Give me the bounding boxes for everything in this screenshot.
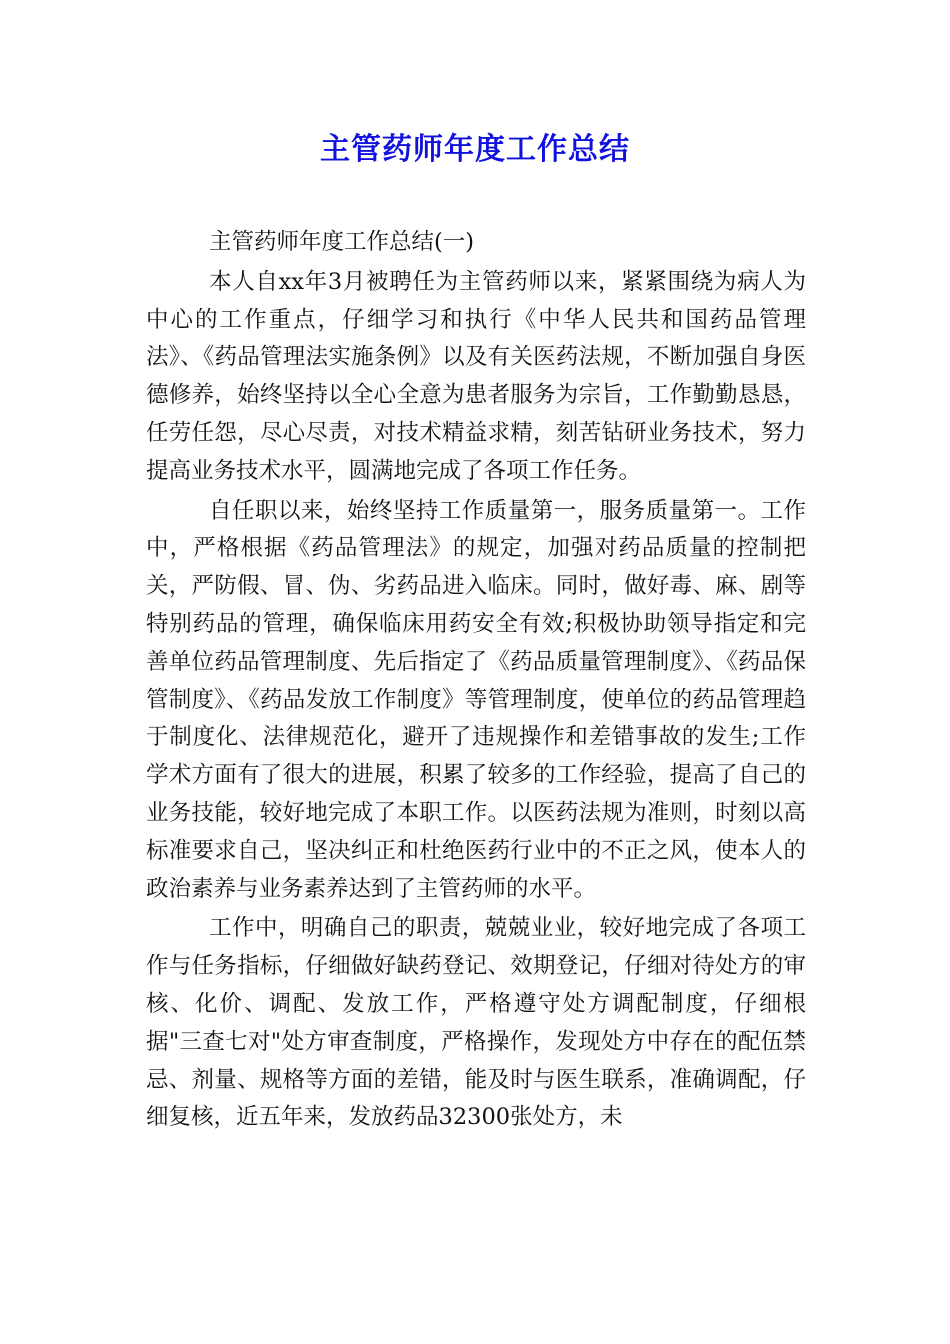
document-title: 主管药师年度工作总结 bbox=[320, 132, 630, 167]
paragraph: 自任职以来，始终坚持工作质量第一，服务质量第一。工作中，严格根据《药品管理法》的规定，加强对药品质量的控制把关，严防假、冒、伪、劣药品进入临床。同时，做好毒、麻、剧等特别药品的管理，确保临床用药安全有效;积极协助领导指定和完善单位药品管理制度、先后指定了《药品质量管理制度》、《药品保管制度》、《药品发放工作制度》等管理制度，使单位的药品管理趋于制度化、法律规范化，避开了违规操作和差错事故的发生;工作学术方面有了很大的进展，积累了较多的工作经验，提高了自己的业务技能，较好地完成了本职工作。以医药法规为准则，时刻以高标准要求自己，坚决纠正和杜绝医药行业中的不正之风，使本人的政治素养与业务素养达到了主管药师的水平。 bbox=[146, 497, 806, 902]
paragraph: 本人自xx年3月被聘任为主管药师以来，紧紧围绕为病人为中心的工作重点，仔细学习和执行《中华人民共和国药品管理法》、《药品管理法实施条例》以及有关医药法规，不断加强自身医德修养，始终坚持以全心全意为患者服务为宗旨，工作勤勤恳恳，任劳任怨，尽心尽责，对技术精益求精，刻苦钻研业务技术，努力提高业务技术水平，圆满地完成了各项工作任务。 bbox=[146, 268, 806, 484]
section-heading: 主管药师年度工作总结(一) bbox=[209, 229, 475, 255]
document-body bbox=[146, 224, 806, 1137]
paragraph: 工作中，明确自己的职责，兢兢业业，较好地完成了各项工作与任务指标，仔细做好缺药登记、效期登记，仔细对待处方的审核、化价、调配、发放工作，严格遵守处方调配制度，仔细根据"三查七对"处方审查制度，严格操作，发现处方中存在的配伍禁忌、剂量、规格等方面的差错，能及时与医生联系，准确调配，仔细复核，近五年来，发放药品32300张处方，未 bbox=[146, 915, 806, 1131]
